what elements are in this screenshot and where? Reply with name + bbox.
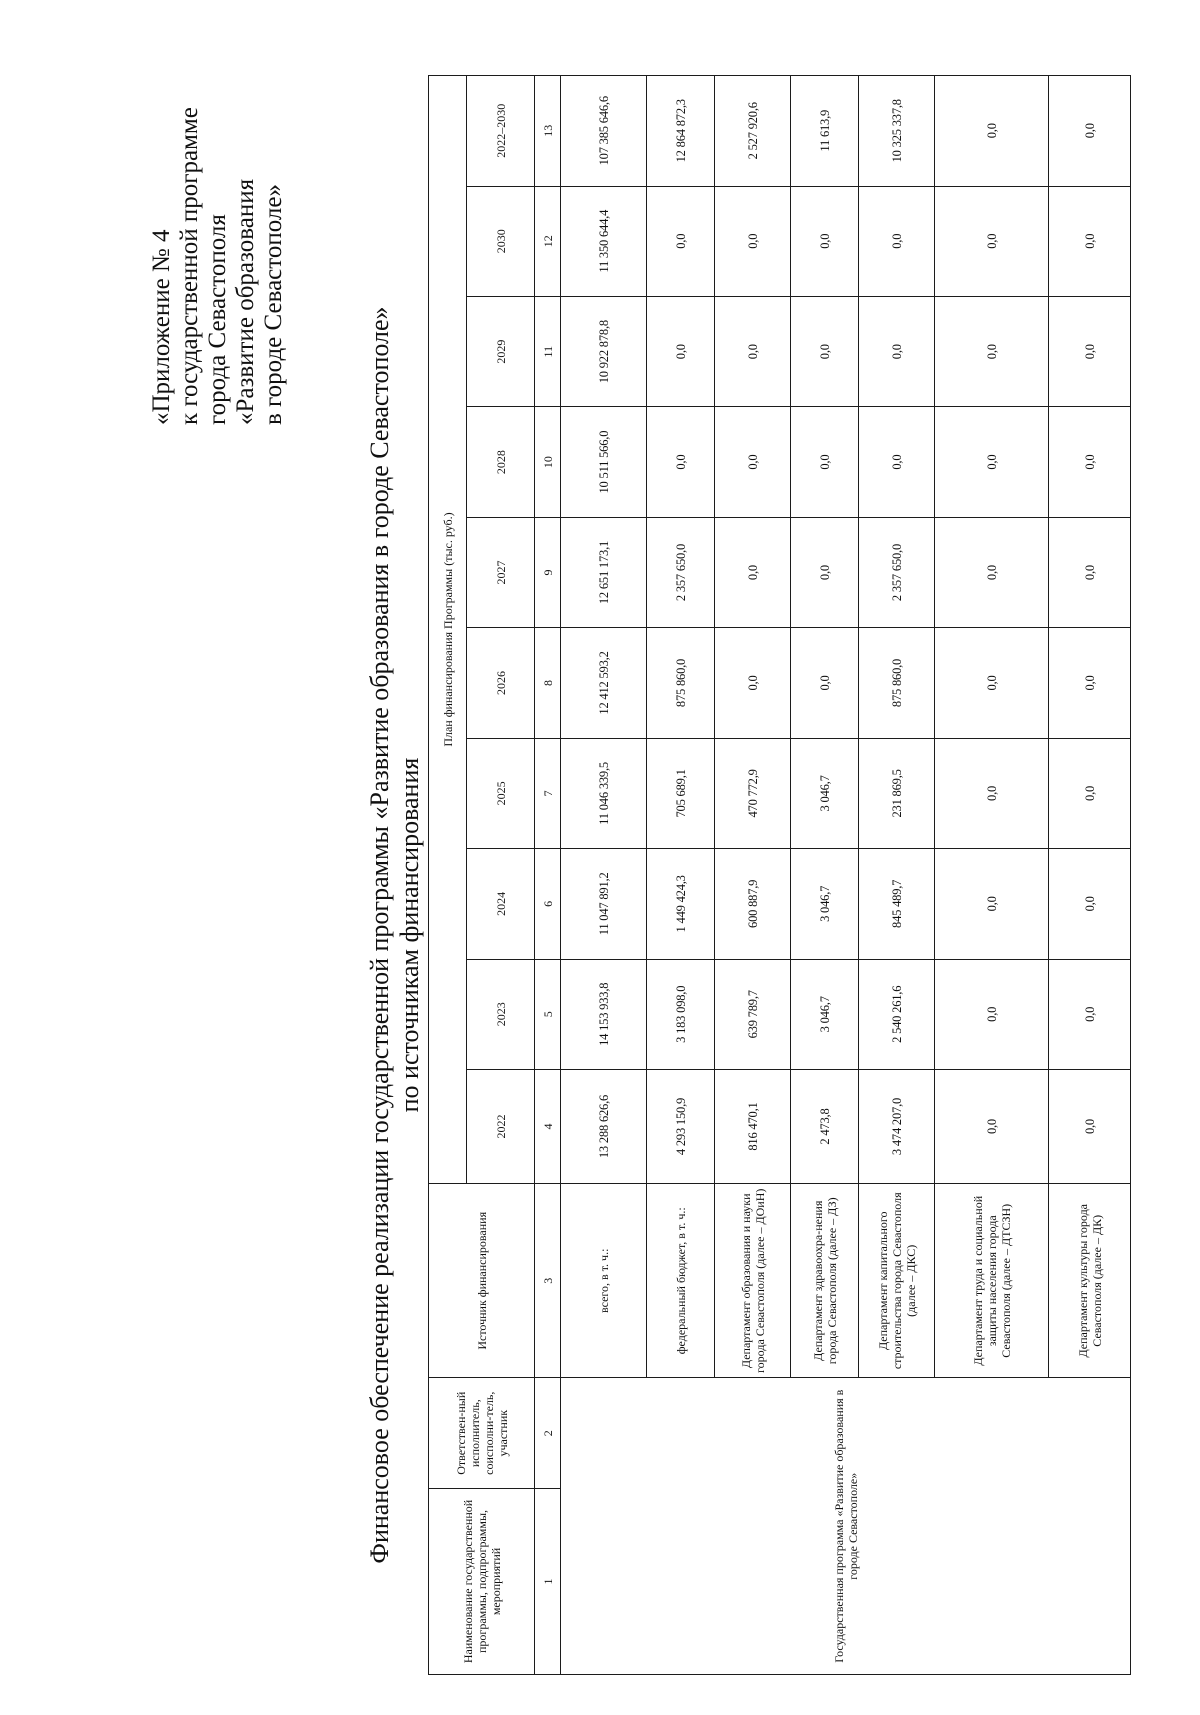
column-number: 11 <box>535 296 561 406</box>
value-cell: 0,0 <box>1049 296 1131 406</box>
header-year: 2024 <box>467 849 535 959</box>
value-cell: 10 325 337,8 <box>859 76 935 187</box>
value-cell: 11 046 339,5 <box>561 738 647 848</box>
value-cell: 0,0 <box>935 517 1049 627</box>
value-cell: 0,0 <box>715 296 791 406</box>
value-cell: 0,0 <box>1049 186 1131 296</box>
value-cell: 231 869,5 <box>859 738 935 848</box>
header-name: Наименование государственной программы, подпрограммы, мероприятий <box>429 1488 535 1674</box>
header-source: Источник финансирования <box>429 1184 535 1378</box>
value-cell: 0,0 <box>1049 517 1131 627</box>
value-cell: 3 046,7 <box>791 849 859 959</box>
header-year: 2022–2030 <box>467 76 535 187</box>
header-plan: План финансирования Программы (тыс. руб.) <box>429 76 467 1184</box>
source-cell: Департамент труда и социальной защиты населения города Севастополя (далее – ДТСЗН) <box>935 1184 1049 1378</box>
value-cell: 639 789,7 <box>715 959 791 1069</box>
value-cell: 0,0 <box>647 186 715 296</box>
financing-table <box>428 75 1131 1675</box>
value-cell: 875 860,0 <box>647 628 715 738</box>
value-cell: 0,0 <box>859 407 935 517</box>
value-cell: 12 412 593,2 <box>561 628 647 738</box>
column-number: 3 <box>535 1184 561 1378</box>
value-cell: 107 385 646,6 <box>561 76 647 187</box>
value-cell: 0,0 <box>935 738 1049 848</box>
column-number: 5 <box>535 959 561 1069</box>
appendix-line: «Развитие образования <box>232 178 259 425</box>
source-cell: федеральный бюджет, в т. ч.: <box>647 1184 715 1378</box>
appendix-line: в городе Севастополе» <box>260 184 287 425</box>
column-number: 2 <box>535 1378 561 1488</box>
appendix-line: «Приложение № 4 <box>148 229 175 425</box>
source-cell: Департамент культуры города Севастополя (далее – ДК) <box>1049 1184 1131 1378</box>
value-cell: 2 540 261,6 <box>859 959 935 1069</box>
value-cell: 12 864 872,3 <box>647 76 715 187</box>
value-cell: 0,0 <box>715 186 791 296</box>
program-name-cell: Государственная программа «Развитие образования в городе Севастополе» <box>561 1378 1131 1675</box>
value-cell: 875 860,0 <box>859 628 935 738</box>
source-cell: всего, в т. ч.: <box>561 1184 647 1378</box>
value-cell: 3 183 098,0 <box>647 959 715 1069</box>
value-cell: 1 449 424,3 <box>647 849 715 959</box>
source-cell: Департамент здравоохра-нения города Севастополя (далее – ДЗ) <box>791 1184 859 1378</box>
table-row <box>561 76 647 1675</box>
value-cell: 0,0 <box>935 76 1049 187</box>
value-cell: 0,0 <box>935 849 1049 959</box>
source-cell: Департамент капитального строительства города Севастополя (далее – ДКС) <box>859 1184 935 1378</box>
value-cell: 705 689,1 <box>647 738 715 848</box>
header-year: 2029 <box>467 296 535 406</box>
value-cell: 0,0 <box>935 628 1049 738</box>
value-cell: 11 350 644,4 <box>561 186 647 296</box>
column-number: 9 <box>535 517 561 627</box>
column-number: 13 <box>535 76 561 187</box>
value-cell: 0,0 <box>791 186 859 296</box>
value-cell: 2 357 650,0 <box>647 517 715 627</box>
value-cell: 10 922 878,8 <box>561 296 647 406</box>
value-cell: 0,0 <box>647 296 715 406</box>
value-cell: 14 153 933,8 <box>561 959 647 1069</box>
value-cell: 0,0 <box>1049 738 1131 848</box>
value-cell: 4 293 150,9 <box>647 1070 715 1184</box>
header-year: 2025 <box>467 738 535 848</box>
column-number: 10 <box>535 407 561 517</box>
value-cell: 11 613,9 <box>791 76 859 187</box>
column-number: 12 <box>535 186 561 296</box>
value-cell: 3 046,7 <box>791 959 859 1069</box>
value-cell: 0,0 <box>791 517 859 627</box>
value-cell: 10 511 566,0 <box>561 407 647 517</box>
value-cell: 845 489,7 <box>859 849 935 959</box>
value-cell: 0,0 <box>859 296 935 406</box>
value-cell: 0,0 <box>1049 849 1131 959</box>
appendix-line: города Севастополя <box>204 214 231 425</box>
value-cell: 2 527 920,6 <box>715 76 791 187</box>
value-cell: 0,0 <box>1049 628 1131 738</box>
appendix-line: к государственной программе <box>176 107 203 425</box>
value-cell: 0,0 <box>791 407 859 517</box>
column-number: 1 <box>535 1488 561 1674</box>
value-cell: 0,0 <box>1049 407 1131 517</box>
value-cell: 0,0 <box>791 296 859 406</box>
appendix-header <box>148 107 288 425</box>
value-cell: 0,0 <box>1049 76 1131 187</box>
value-cell: 11 047 891,2 <box>561 849 647 959</box>
title-line: Финансовое обеспечение реализации государственной программы «Развитие образования в городе Севастополе» <box>365 306 394 1564</box>
value-cell: 0,0 <box>935 186 1049 296</box>
document-title <box>365 185 425 1685</box>
source-cell: Департамент образования и науки города Севастополя (далее – ДОиН) <box>715 1184 791 1378</box>
value-cell: 0,0 <box>1049 1070 1131 1184</box>
value-cell: 13 288 626,6 <box>561 1070 647 1184</box>
value-cell: 0,0 <box>935 1070 1049 1184</box>
value-cell: 2 357 650,0 <box>859 517 935 627</box>
value-cell: 12 651 173,1 <box>561 517 647 627</box>
value-cell: 2 473,8 <box>791 1070 859 1184</box>
column-number: 4 <box>535 1070 561 1184</box>
column-number: 7 <box>535 738 561 848</box>
header-year: 2022 <box>467 1070 535 1184</box>
value-cell: 0,0 <box>715 517 791 627</box>
value-cell: 0,0 <box>935 959 1049 1069</box>
value-cell: 3 474 207,0 <box>859 1070 935 1184</box>
value-cell: 470 772,9 <box>715 738 791 848</box>
value-cell: 3 046,7 <box>791 738 859 848</box>
value-cell: 0,0 <box>715 628 791 738</box>
header-year: 2026 <box>467 628 535 738</box>
value-cell: 0,0 <box>715 407 791 517</box>
value-cell: 0,0 <box>647 407 715 517</box>
header-year: 2027 <box>467 517 535 627</box>
value-cell: 0,0 <box>859 186 935 296</box>
header-year: 2028 <box>467 407 535 517</box>
header-year: 2023 <box>467 959 535 1069</box>
column-number: 6 <box>535 849 561 959</box>
value-cell: 0,0 <box>1049 959 1131 1069</box>
value-cell: 0,0 <box>935 296 1049 406</box>
column-number: 8 <box>535 628 561 738</box>
value-cell: 0,0 <box>935 407 1049 517</box>
value-cell: 600 887,9 <box>715 849 791 959</box>
value-cell: 0,0 <box>791 628 859 738</box>
header-executor: Ответствен-ный исполнитель, соисполни-тель, участник <box>429 1378 535 1488</box>
header-year: 2030 <box>467 186 535 296</box>
title-line: по источникам финансирования <box>395 757 424 1113</box>
value-cell: 816 470,1 <box>715 1070 791 1184</box>
